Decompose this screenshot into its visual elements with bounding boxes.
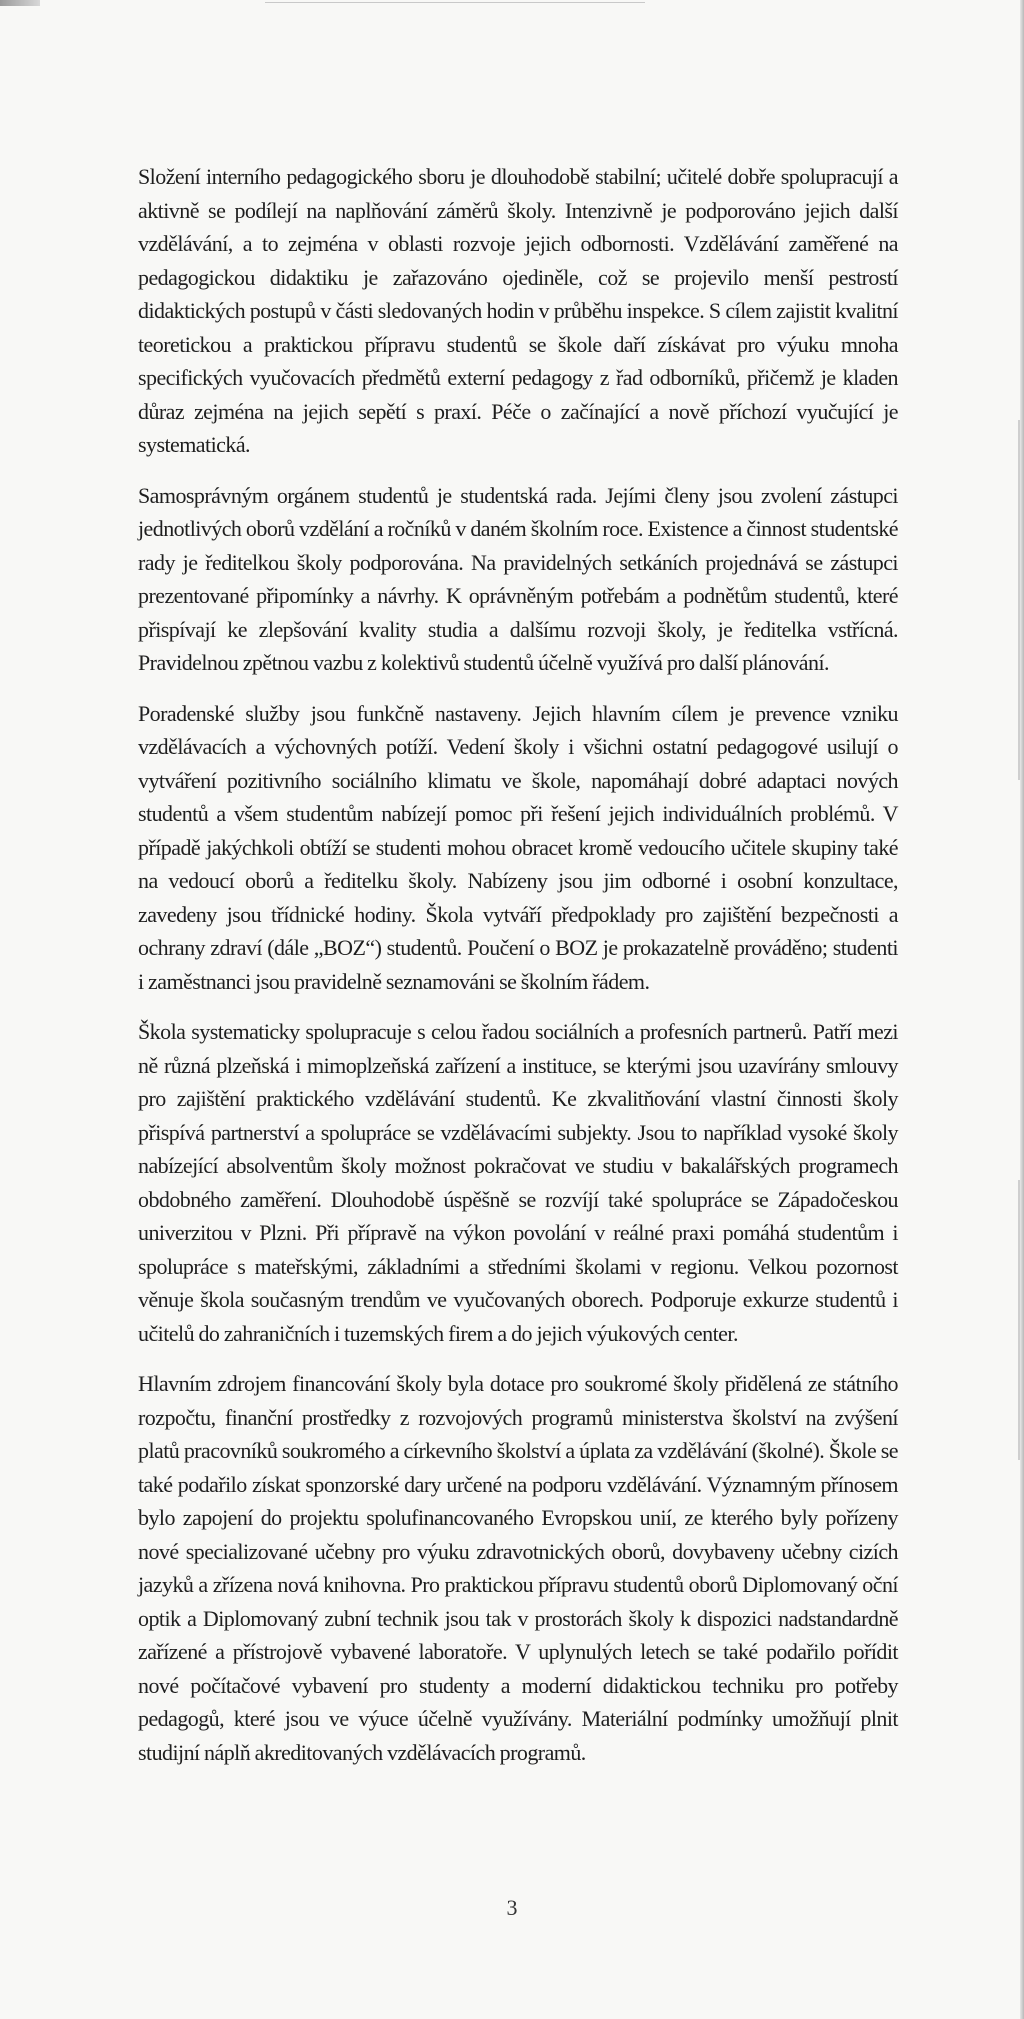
scan-line-top <box>265 2 645 3</box>
scan-edge-right <box>1020 0 1024 2019</box>
paragraph-financing: Hlavním zdrojem financování školy byla dotace pro soukromé školy přidělená ze státního rozpočtu, finanční prostředky z rozvojových programů ministerstva školství na zvýšení platů pracovníků soukromého a církevního školství a úplata za vzdělávání (školné). Škole se také podařilo získat sponzorské dary určené na podporu vzdělávání. Významným přínosem bylo zapojení do projektu spolufinancovaného Evropskou unií, ze kterého byly pořízeny nové specializované učebny pro výuku zdravotnických oborů, dovybaveny učebny cizích jazyků a zřízena nová knihovna. Pro praktickou přípravu studentů oborů Diplomovaný oční optik a Diplomovaný zubní technik jsou tak v prostorách školy k dispozici nadstandardně zařízené a přístrojově vybavené laboratoře. V uplynulých letech se také podařilo pořídit nové počítačové vybavení pro studenty a moderní didaktickou techniku pro potřeby pedagogů, které jsou ve výuce účelně využívány. Materiální podmínky umožňují plnit studijní náplň akreditovaných vzdělávacích programů. <box>138 1371 898 1765</box>
scan-edge-top <box>0 0 40 6</box>
paragraph-partners: Škola systematicky spolupracuje s celou řadou sociálních a profesních partnerů. Patří mezi ně různá plzeňská i mimoplzeňská zařízení a instituce, se kterými jsou uzavírány smlouvy pro zajištění praktického vzdělávání studentů. Ke zkvalitňování vlastní činnosti školy přispívá partnerství a spolupráce se vzdělávacími subjekty. Jsou to například vysoké školy nabízející absolventům školy možnost pokračovat ve studiu v bakalářských programech obdobného zaměření. Dlouhodobě úspěšně se rozvíjí také spolupráce se Západočeskou univerzitou v Plzni. Při přípravě na výkon povolání v reálné praxi pomáhá studentům i spolupráce s mateřskými, základními a středními školami v regionu. Velkou pozornost věnuje škola současným trendům ve vyučovaných oborech. Podporuje exkurze studentů i učitelů do zahraničních i tuzemských firem a do jejich výukových center. <box>138 1019 898 1346</box>
paragraph-staff: Složení interního pedagogického sboru je dlouhodobě stabilní; učitelé dobře spolupracují a aktivně se podílejí na naplňování záměrů školy. Intenzivně je podporováno jejich další vzdělávání, a to zejména v oblasti rozvoje jejich odbornosti. Vzdělávání zaměřené na pedagogickou didaktiku je zařazováno ojediněle, což se projevilo menší pestrostí didaktických postupů v části sledovaných hodin v průběhu inspekce. S cílem zajistit kvalitní teoretickou a praktickou přípravu studentů se škole daří získávat pro výuku mnoha specifických vyučovacích předmětů externí pedagogy z řad odborníků, přičemž je kladen důraz zejména na jejich sepětí s praxí. Péče o začínající a nově příchozí vyučující je systematická. <box>138 164 898 457</box>
body-text <box>138 160 898 1786</box>
page-number: 3 <box>506 1895 518 1920</box>
paragraph-student-council: Samosprávným orgánem studentů je studentská rada. Jejími členy jsou zvolení zástupci jednotlivých oborů vzdělání a ročníků v daném školním roce. Existence a činnost studentské rady je ředitelkou školy podporována. Na pravidelných setkáních projednává se zástupci prezentované připomínky a návrhy. K oprávněným potřebám a podnětům studentů, které přispívají ke zlepšování kvality studia a dalšímu rozvoji školy, je ředitelka vstřícná. Pravidelnou zpětnou vazbu z kolektivů studentů účelně využívá pro další plánování. <box>138 482 898 675</box>
scan-mark-right <box>1018 1180 1020 1460</box>
scan-mark-right <box>1018 420 1020 780</box>
paragraph-counseling: Poradenské služby jsou funkčně nastaveny. Jejich hlavním cílem je prevence vzniku vzdělávacích a výchovných potíží. Vedení školy i všichni ostatní pedagogové usilují o vytváření pozitivního sociálního klimatu ve škole, napomáhají dobré adaptaci nových studentů a všem studentům nabízejí pomoc při řešení jejich individuálních problémů. V případě jakýchkoli obtíží se studenti mohou obracet kromě vedoucího učitele skupiny také na vedoucí oborů a ředitelku školy. Nabízeny jsou jim odborné i osobní konzultace, zavedeny jsou třídnické hodiny. Škola vytváří předpoklady pro zajištění bezpečnosti a ochrany zdraví (dále „BOZ“) studentů. Poučení o BOZ je prokazatelně prováděno; studenti i zaměstnanci jsou pravidelně seznamováni se školním řádem. <box>138 700 898 994</box>
